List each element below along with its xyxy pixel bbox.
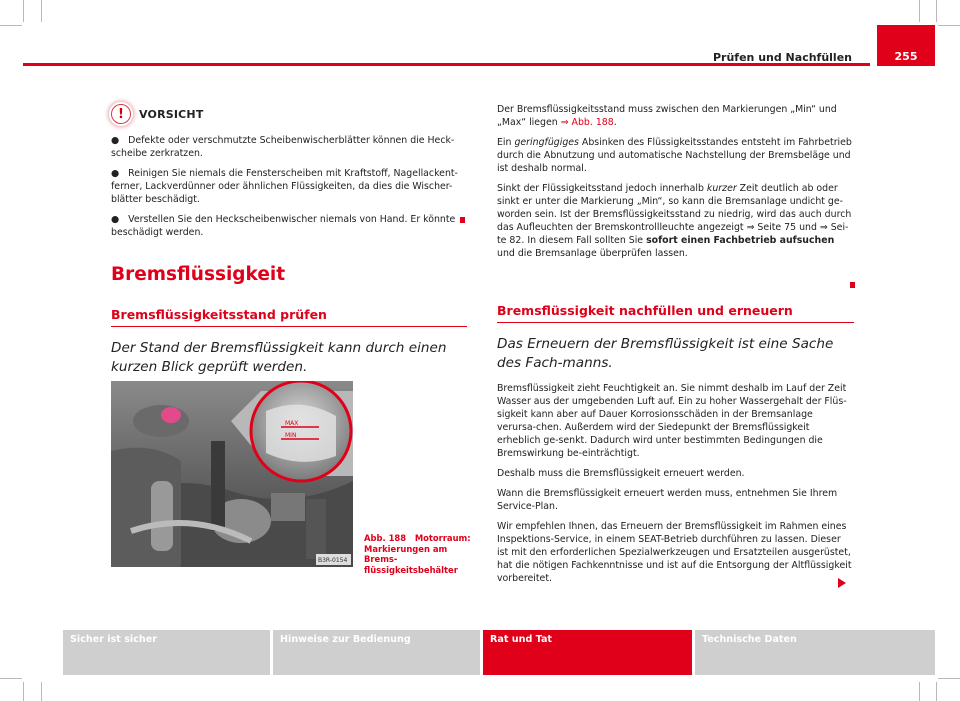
footer-tab-technical[interactable] <box>695 630 935 675</box>
crop-mark <box>936 682 937 701</box>
subsection-check <box>111 308 467 377</box>
image-code: B3R-0154 <box>318 557 348 564</box>
crop-mark <box>41 0 42 22</box>
subsection-check-lead: Der Stand der Bremsflüssigkeit kann durch einen kurzen Blick geprüft werden. <box>111 340 447 375</box>
footer-tab-label: Rat und Tat <box>490 634 553 645</box>
paragraph: Wann die Bremsflüssigkeit erneuert werden muss, entnehmen Sie Ihrem Service-Plan. <box>497 488 838 512</box>
running-header-title: Prüfen und Nachfüllen <box>712 51 852 64</box>
figure-caption-text: Motorraum: Markierungen am Brems-flüssigkeitsbehälter <box>364 533 471 575</box>
bullet-icon: ● <box>111 168 120 179</box>
crop-mark <box>0 25 22 26</box>
emphasis: kurzer <box>706 183 737 194</box>
crop-mark <box>938 25 960 26</box>
footer-tab-label: Sicher ist sicher <box>70 634 157 645</box>
caution-bullet-text: Reinigen Sie niemals die Fensterscheiben mit Kraftstoff, Nagellackent-ferner, Lackverdünner oder ähnlichen Flüssigkeiten, da dies die Wischer-blätter beschädigt. <box>111 168 458 205</box>
paragraph: Wir empfehlen Ihnen, das Erneuern der Bremsflüssigkeit im Rahmen eines Inspektions-Service, in einem SEAT-Betrieb durchführen zu lassen. Dieser ist mit den erforderlichen Spezialwerkzeugen und Ersatzteilen ausgerüstet, hat die nötigen Fachkenntnisse und ist auf die Entsorgung der Altflüssigkeit vorbereitet. <box>497 521 852 584</box>
strong-text: sofort einen Fachbetrieb aufsuchen <box>646 235 835 246</box>
text: Zeit deutlich ab oder sinkt er unter die Markierung „Min“, so kann die Bremsanlage undicht ge-worden sein. Ist der Bremsflüssigkeitsstand zu niedrig, wird das auch durch das Aufleuchten der Bremskontrollleuchte angezeigt ⇒ Seite 75 und ⇒ Sei-te 82. In diesem Fall sollten Sie <box>497 183 852 246</box>
paragraph: Deshalb muss die Bremsflüssigkeit erneuert werden. <box>497 468 745 479</box>
warning-icon: ! <box>111 104 131 124</box>
text: . <box>613 117 617 128</box>
subsection-renew-title: Bremsflüssigkeit nachfüllen und erneuern <box>497 303 793 318</box>
caution-bullet-text: Defekte oder verschmutzte Scheibenwischerblätter können die Heck-scheibe zerkratzen. <box>111 135 455 159</box>
crop-mark <box>0 678 22 679</box>
emphasis: geringfügiges <box>514 137 579 148</box>
end-marker <box>850 282 855 288</box>
crop-mark <box>936 0 937 22</box>
footer-tab-operation[interactable] <box>273 630 480 675</box>
paragraph <box>497 182 854 260</box>
text: Ein <box>497 137 515 148</box>
min-label: MIN <box>285 432 297 439</box>
text: Der Bremsflüssigkeitsstand muss zwischen den Markierungen „Min“ und „Max“ liegen <box>497 104 837 128</box>
continue-arrow-icon <box>838 578 846 588</box>
subsection-renew-lead: Das Erneuern der Bremsflüssigkeit ist eine Sache des Fach-manns. <box>497 336 834 371</box>
paragraph: Bremsflüssigkeit zieht Feuchtigkeit an. Sie nimmt deshalb im Lauf der Zeit Wasser aus der umgebenden Luft auf. Ein zu hoher Wassergehalt der Flüs-sigkeit kann aber auf Dauer Korrosionsschäden in der Bremsanlage verursa-chen. Außerdem wird der Siedepunkt der Bremsflüssigkeit erheblich ge-senkt. Dadurch wird unter bestimmten Bedingungen die Bremswirkung be-einträchtigt. <box>497 383 847 459</box>
text: Sinkt der Flüssigkeitsstand jedoch innerhalb <box>497 183 707 194</box>
footer-tab-label: Technische Daten <box>702 634 797 645</box>
figure-number: Abb. 188 <box>364 533 407 543</box>
section-title: Bremsflüssigkeit <box>111 264 286 285</box>
text: Absinken des Flüssigkeitsstandes entsteht im Fahrbetrieb durch die Abnutzung und automatische Nachstellung der Bremsbeläge und ist deshalb normal. <box>497 137 852 174</box>
crop-mark <box>41 682 42 701</box>
figure-caption <box>364 533 474 575</box>
footer-tab-safety[interactable] <box>63 630 270 675</box>
end-marker <box>460 217 465 223</box>
crop-mark <box>938 678 960 679</box>
caution-bullet <box>111 213 461 239</box>
right-column-top <box>497 103 854 267</box>
subsection-check-title: Bremsflüssigkeitsstand prüfen <box>111 307 327 322</box>
crop-mark <box>23 0 24 22</box>
caution-block <box>111 104 461 246</box>
figure-reference-link[interactable]: ⇒ Abb. 188 <box>560 117 614 128</box>
crop-mark <box>919 0 920 22</box>
subsection-renew <box>497 304 854 592</box>
crop-mark <box>23 682 24 701</box>
crop-mark <box>919 682 920 701</box>
footer-tab-label: Hinweise zur Bedienung <box>280 634 411 645</box>
paragraph <box>497 103 854 129</box>
footer-tab-advice[interactable] <box>483 630 692 675</box>
bullet-icon: ● <box>111 135 120 146</box>
caution-bullet-text: Verstellen Sie den Heckscheibenwischer niemals von Hand. Er könnte beschädigt werden. <box>111 214 456 238</box>
caution-bullet <box>111 134 461 160</box>
subsection-rule <box>111 326 467 327</box>
page-number: 255 <box>894 50 918 63</box>
engine-bay-image <box>111 381 353 567</box>
text: und die Bremsanlage überprüfen lassen. <box>497 248 688 259</box>
subsection-rule <box>497 322 854 323</box>
caution-title: VORSICHT <box>139 107 204 121</box>
engine-bay-figure <box>111 381 353 567</box>
bullet-icon: ● <box>111 214 120 225</box>
paragraph <box>497 136 854 175</box>
caution-bullet <box>111 167 461 206</box>
max-label: MAX <box>285 420 299 427</box>
